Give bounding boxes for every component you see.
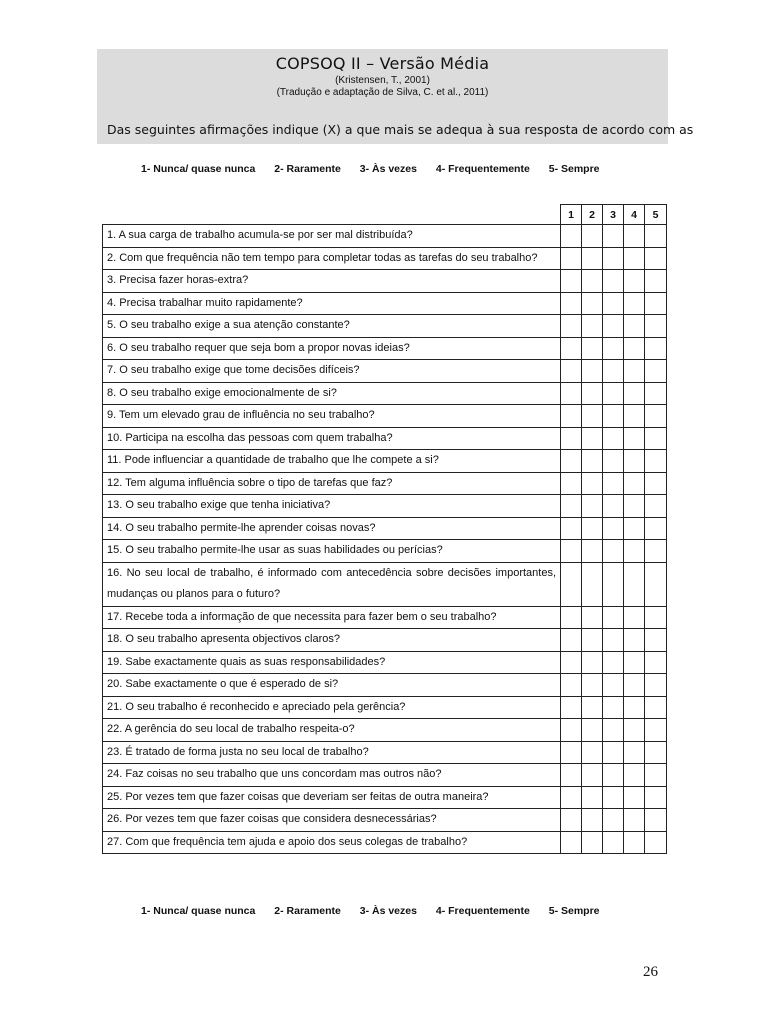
citation: (Kristensen, T., 2001) — [335, 75, 430, 86]
answer-box-4[interactable] — [624, 495, 645, 518]
answer-box-5[interactable] — [645, 382, 667, 405]
answer-box-3[interactable] — [603, 764, 624, 787]
answer-box-4[interactable] — [624, 337, 645, 360]
answer-box-5[interactable] — [645, 517, 667, 540]
answer-box-5[interactable] — [645, 472, 667, 495]
answer-box-1[interactable] — [561, 360, 582, 383]
question-row — [103, 831, 667, 854]
answer-box-1[interactable] — [561, 606, 582, 629]
answer-box-4[interactable] — [624, 450, 645, 473]
question-row — [103, 629, 667, 652]
answer-box-4[interactable] — [624, 674, 645, 697]
answer-box-5[interactable] — [645, 809, 667, 832]
answer-box-1[interactable] — [561, 315, 582, 338]
answer-box-2[interactable] — [582, 629, 603, 652]
question-text: 8. O seu trabalho exige emocionalmente de si? — [103, 382, 561, 405]
question-row — [103, 651, 667, 674]
question-text: 24. Faz coisas no seu trabalho que uns concordam mas outros não? — [103, 764, 561, 787]
answer-box-4[interactable] — [624, 405, 645, 428]
question-row — [103, 495, 667, 518]
answer-box-2[interactable] — [582, 809, 603, 832]
answer-box-1[interactable] — [561, 786, 582, 809]
answer-box-5[interactable] — [645, 270, 667, 293]
answer-box-4[interactable] — [624, 315, 645, 338]
answer-box-1[interactable] — [561, 270, 582, 293]
answer-box-1[interactable] — [561, 629, 582, 652]
answer-box-1[interactable] — [561, 405, 582, 428]
answer-box-1[interactable] — [561, 450, 582, 473]
answer-box-5[interactable] — [645, 629, 667, 652]
answer-box-2[interactable] — [582, 606, 603, 629]
answer-box-5[interactable] — [645, 450, 667, 473]
question-text: 27. Com que frequência tem ajuda e apoio dos seus colegas de trabalho? — [103, 831, 561, 854]
answer-box-4[interactable] — [624, 427, 645, 450]
translation-credit: (Tradução e adaptação de Silva, C. et al., 2011) — [276, 87, 489, 98]
question-text: 20. Sabe exactamente o que é esperado de si? — [103, 674, 561, 697]
column-header-2: 2 — [582, 205, 603, 225]
answer-box-3[interactable] — [603, 719, 624, 742]
question-text: 2. Com que frequência não tem tempo para completar todas as tarefas do seu trabalho? — [103, 247, 561, 270]
answer-box-1[interactable] — [561, 562, 582, 606]
answer-box-5[interactable] — [645, 786, 667, 809]
column-header-3: 3 — [603, 205, 624, 225]
answer-box-2[interactable] — [582, 247, 603, 270]
answer-box-5[interactable] — [645, 495, 667, 518]
question-text: 11. Pode influenciar a quantidade de trabalho que lhe compete a si? — [103, 450, 561, 473]
answer-box-3[interactable] — [603, 225, 624, 248]
answer-box-1[interactable] — [561, 809, 582, 832]
scale-option-5: 5- Sempre — [548, 163, 600, 175]
answer-box-5[interactable] — [645, 292, 667, 315]
question-text: 7. O seu trabalho exige que tome decisões difíceis? — [103, 360, 561, 383]
answer-box-3[interactable] — [603, 786, 624, 809]
question-row — [103, 247, 667, 270]
question-row — [103, 427, 667, 450]
answer-box-5[interactable] — [645, 764, 667, 787]
answer-box-2[interactable] — [582, 382, 603, 405]
question-row — [103, 360, 667, 383]
question-text: 19. Sabe exactamente quais as suas responsabilidades? — [103, 651, 561, 674]
question-text: 12. Tem alguma influência sobre o tipo de tarefas que faz? — [103, 472, 561, 495]
question-row — [103, 719, 667, 742]
answer-box-4[interactable] — [624, 247, 645, 270]
answer-box-1[interactable] — [561, 540, 582, 563]
answer-box-5[interactable] — [645, 247, 667, 270]
answer-box-3[interactable] — [603, 809, 624, 832]
answer-box-2[interactable] — [582, 831, 603, 854]
answer-box-1[interactable] — [561, 696, 582, 719]
scale-option-1: 1- Nunca/ quase nunca — [141, 163, 256, 175]
scale-legend-bottom — [141, 905, 641, 917]
question-text: 9. Tem um elevado grau de influência no seu trabalho? — [103, 405, 561, 428]
answer-box-3[interactable] — [603, 606, 624, 629]
question-text: 18. O seu trabalho apresenta objectivos claros? — [103, 629, 561, 652]
answer-box-3[interactable] — [603, 450, 624, 473]
answer-box-5[interactable] — [645, 360, 667, 383]
scale-option-4: 4- Frequentemente — [435, 905, 530, 917]
question-row — [103, 741, 667, 764]
question-text: 3. Precisa fazer horas-extra? — [103, 270, 561, 293]
question-text: 6. O seu trabalho requer que seja bom a propor novas ideias? — [103, 337, 561, 360]
question-row — [103, 450, 667, 473]
column-header-5: 5 — [645, 205, 667, 225]
answer-box-4[interactable] — [624, 786, 645, 809]
answer-box-1[interactable] — [561, 764, 582, 787]
question-row — [103, 764, 667, 787]
scale-option-3: 3- Às vezes — [359, 163, 417, 175]
answer-box-4[interactable] — [624, 831, 645, 854]
answer-box-5[interactable] — [645, 405, 667, 428]
answer-box-1[interactable] — [561, 674, 582, 697]
answer-box-2[interactable] — [582, 540, 603, 563]
header-blank-cell — [103, 205, 561, 225]
answer-box-5[interactable] — [645, 606, 667, 629]
answer-box-3[interactable] — [603, 741, 624, 764]
answer-box-1[interactable] — [561, 427, 582, 450]
question-row — [103, 674, 667, 697]
scale-option-5: 5- Sempre — [548, 905, 600, 917]
answer-box-3[interactable] — [603, 651, 624, 674]
answer-box-5[interactable] — [645, 540, 667, 563]
header-row — [103, 205, 667, 225]
answer-box-2[interactable] — [582, 562, 603, 606]
answer-box-3[interactable] — [603, 831, 624, 854]
question-row — [103, 606, 667, 629]
instruction-text: Das seguintes afirmações indique (X) a que mais se adequa à sua resposta de acordo com as — [107, 122, 694, 137]
answer-box-2[interactable] — [582, 360, 603, 383]
answer-box-5[interactable] — [645, 225, 667, 248]
question-row — [103, 540, 667, 563]
answer-box-2[interactable] — [582, 786, 603, 809]
scale-option-2: 2- Raramente — [274, 163, 341, 175]
answer-box-1[interactable] — [561, 247, 582, 270]
answer-box-2[interactable] — [582, 472, 603, 495]
question-text: 26. Por vezes tem que fazer coisas que considera desnecessárias? — [103, 809, 561, 832]
answer-box-4[interactable] — [624, 696, 645, 719]
question-text: 13. O seu trabalho exige que tenha iniciativa? — [103, 495, 561, 518]
question-row — [103, 472, 667, 495]
answer-box-4[interactable] — [624, 562, 645, 606]
answer-box-3[interactable] — [603, 427, 624, 450]
answer-box-3[interactable] — [603, 270, 624, 293]
answer-box-5[interactable] — [645, 674, 667, 697]
question-text: 1. A sua carga de trabalho acumula-se por ser mal distribuída? — [103, 225, 561, 248]
answer-box-4[interactable] — [624, 651, 645, 674]
answer-box-3[interactable] — [603, 674, 624, 697]
answer-box-3[interactable] — [603, 337, 624, 360]
answer-box-2[interactable] — [582, 651, 603, 674]
answer-box-3[interactable] — [603, 292, 624, 315]
answer-box-3[interactable] — [603, 696, 624, 719]
answer-box-3[interactable] — [603, 360, 624, 383]
answer-box-4[interactable] — [624, 517, 645, 540]
answer-box-2[interactable] — [582, 270, 603, 293]
question-row — [103, 382, 667, 405]
answer-box-3[interactable] — [603, 562, 624, 606]
answer-box-5[interactable] — [645, 562, 667, 606]
answer-box-4[interactable] — [624, 540, 645, 563]
answer-box-4[interactable] — [624, 809, 645, 832]
answer-box-3[interactable] — [603, 405, 624, 428]
question-row — [103, 225, 667, 248]
question-row — [103, 315, 667, 338]
question-text: 23. É tratado de forma justa no seu local de trabalho? — [103, 741, 561, 764]
answer-box-1[interactable] — [561, 337, 582, 360]
question-row — [103, 405, 667, 428]
question-text: 10. Participa na escolha das pessoas com quem trabalha? — [103, 427, 561, 450]
question-text: 22. A gerência do seu local de trabalho respeita-o? — [103, 719, 561, 742]
question-text: 21. O seu trabalho é reconhecido e apreciado pela gerência? — [103, 696, 561, 719]
answer-box-1[interactable] — [561, 225, 582, 248]
question-row — [103, 270, 667, 293]
answer-box-1[interactable] — [561, 719, 582, 742]
answer-box-1[interactable] — [561, 517, 582, 540]
column-header-1: 1 — [561, 205, 582, 225]
answer-box-4[interactable] — [624, 741, 645, 764]
page-number: 26 — [643, 964, 658, 980]
answer-box-1[interactable] — [561, 292, 582, 315]
answer-box-2[interactable] — [582, 764, 603, 787]
answer-box-5[interactable] — [645, 315, 667, 338]
question-text: 15. O seu trabalho permite-lhe usar as suas habilidades ou perícias? — [103, 540, 561, 563]
answer-box-4[interactable] — [624, 270, 645, 293]
answer-box-2[interactable] — [582, 337, 603, 360]
answer-box-3[interactable] — [603, 315, 624, 338]
question-row — [103, 696, 667, 719]
answer-box-2[interactable] — [582, 405, 603, 428]
answer-box-3[interactable] — [603, 629, 624, 652]
answer-box-3[interactable] — [603, 382, 624, 405]
document-title: COPSOQ II – Versão Média — [275, 54, 490, 73]
answer-box-3[interactable] — [603, 472, 624, 495]
answer-box-5[interactable] — [645, 741, 667, 764]
answer-box-4[interactable] — [624, 292, 645, 315]
answer-box-4[interactable] — [624, 360, 645, 383]
answer-box-5[interactable] — [645, 651, 667, 674]
answer-box-3[interactable] — [603, 247, 624, 270]
scale-legend-top — [141, 163, 641, 175]
answer-box-2[interactable] — [582, 225, 603, 248]
answer-box-2[interactable] — [582, 427, 603, 450]
questionnaire-table — [102, 204, 667, 854]
question-row — [103, 292, 667, 315]
answer-box-1[interactable] — [561, 651, 582, 674]
answer-box-1[interactable] — [561, 741, 582, 764]
answer-box-1[interactable] — [561, 831, 582, 854]
answer-box-4[interactable] — [624, 764, 645, 787]
question-row — [103, 786, 667, 809]
answer-box-1[interactable] — [561, 472, 582, 495]
answer-box-2[interactable] — [582, 315, 603, 338]
scale-option-2: 2- Raramente — [274, 905, 341, 917]
scale-option-4: 4- Frequentemente — [435, 163, 530, 175]
question-text: 17. Recebe toda a informação de que necessita para fazer bem o seu trabalho? — [103, 606, 561, 629]
question-text: 25. Por vezes tem que fazer coisas que deveriam ser feitas de outra maneira? — [103, 786, 561, 809]
answer-box-2[interactable] — [582, 495, 603, 518]
answer-box-5[interactable] — [645, 337, 667, 360]
answer-box-4[interactable] — [624, 382, 645, 405]
document-header — [97, 49, 694, 144]
question-row — [103, 562, 667, 606]
answer-box-2[interactable] — [582, 292, 603, 315]
answer-box-4[interactable] — [624, 629, 645, 652]
answer-box-5[interactable] — [645, 696, 667, 719]
answer-box-2[interactable] — [582, 719, 603, 742]
answer-box-5[interactable] — [645, 427, 667, 450]
answer-box-5[interactable] — [645, 831, 667, 854]
answer-box-2[interactable] — [582, 517, 603, 540]
question-text: 5. O seu trabalho exige a sua atenção constante? — [103, 315, 561, 338]
scale-option-1: 1- Nunca/ quase nunca — [141, 905, 256, 917]
answer-box-1[interactable] — [561, 382, 582, 405]
answer-box-3[interactable] — [603, 517, 624, 540]
answer-box-2[interactable] — [582, 741, 603, 764]
answer-box-2[interactable] — [582, 674, 603, 697]
answer-box-4[interactable] — [624, 606, 645, 629]
answer-box-2[interactable] — [582, 450, 603, 473]
question-text: 16. No seu local de trabalho, é informado com antecedência sobre decisões importantes, mudanças ou planos para o futuro? — [103, 562, 561, 606]
question-row — [103, 337, 667, 360]
question-text: 14. O seu trabalho permite-lhe aprender coisas novas? — [103, 517, 561, 540]
column-header-4: 4 — [624, 205, 645, 225]
answer-box-5[interactable] — [645, 719, 667, 742]
answer-box-4[interactable] — [624, 472, 645, 495]
scale-option-3: 3- Às vezes — [359, 905, 417, 917]
questions-body — [103, 225, 667, 854]
answer-box-2[interactable] — [582, 696, 603, 719]
answer-box-3[interactable] — [603, 495, 624, 518]
answer-box-3[interactable] — [603, 540, 624, 563]
answer-box-4[interactable] — [624, 719, 645, 742]
question-text: 4. Precisa trabalhar muito rapidamente? — [103, 292, 561, 315]
answer-box-4[interactable] — [624, 225, 645, 248]
question-row — [103, 809, 667, 832]
answer-box-1[interactable] — [561, 495, 582, 518]
question-row — [103, 517, 667, 540]
